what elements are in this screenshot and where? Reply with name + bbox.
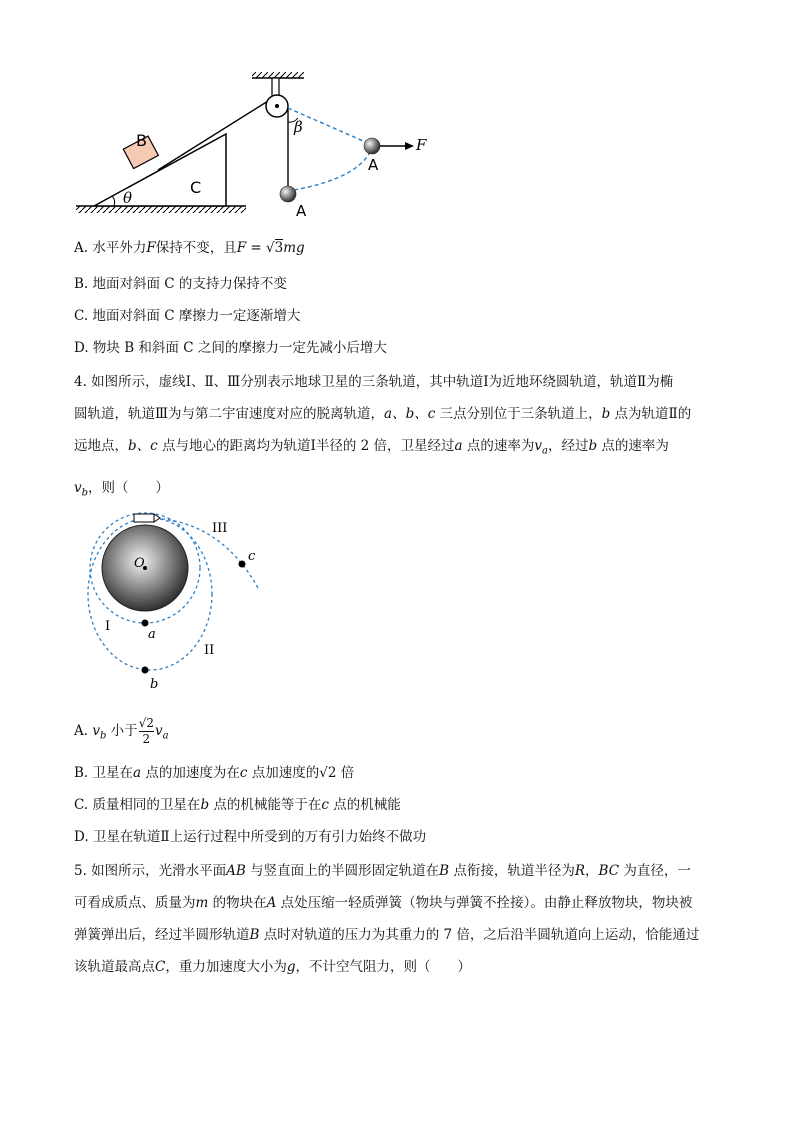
- fraction-num: √2: [138, 716, 154, 730]
- q5-stem-line1: 5. 如图所示，光滑水平面AB 与竖直面上的半圆形固定轨道在B 点衔接，轨道半径为R，BC 为直径，一: [74, 863, 691, 879]
- label-II: II: [204, 643, 215, 658]
- label-a: a: [148, 627, 156, 642]
- ceiling-hatch: [252, 72, 304, 78]
- q4-option-B: B. 卫星在a 点的加速度为在c 点加速度的√2 倍: [74, 765, 355, 781]
- label-O: O: [134, 556, 145, 571]
- point-c: [239, 561, 246, 568]
- satellite: [134, 514, 154, 522]
- label-B: B: [136, 131, 147, 150]
- label-I: I: [105, 619, 111, 634]
- q3-option-A: A. 水平外力F保持不变，且F = √3mg: [74, 240, 305, 256]
- swing-arc: [294, 148, 372, 190]
- label-theta: θ: [123, 189, 133, 207]
- q4-option-D: D. 卫星在轨道Ⅱ上运行过程中所受到的万有引力始终不做功: [74, 829, 427, 845]
- sqrt-sign: √: [266, 240, 275, 256]
- incline-C: [94, 134, 226, 206]
- ground-hatch: [76, 206, 246, 213]
- fraction: [139, 716, 154, 747]
- pulley-axle: [275, 104, 279, 108]
- q3-option-D: D. 物块 B 和斜面 C 之间的摩擦力一定先减小后增大: [74, 340, 387, 356]
- q4-stem-line4: $v_b$，则（ ）: [74, 480, 170, 499]
- label-F: F: [416, 136, 427, 154]
- ball-A-top: [364, 138, 380, 154]
- label-C: C: [190, 178, 202, 197]
- q3-option-B: B. 地面对斜面 C 的支持力保持不变: [74, 276, 287, 292]
- figure-orbits: [70, 508, 280, 693]
- label-III: III: [212, 521, 228, 536]
- label-c: c: [248, 549, 256, 564]
- q5-stem-line2: 可看成质点、质量为m 的物块在A 点处压缩一轻质弹簧（物块与弹簧不拴接）。由静止释放物块，物块被: [74, 895, 693, 911]
- ball-A-bottom: [280, 186, 296, 202]
- fraction-den: 2: [142, 732, 151, 746]
- figure-incline-pulley: [70, 66, 450, 226]
- satellite-nose: [154, 514, 160, 522]
- q4-stem-line1: 4. 如图所示，虚线Ⅰ、Ⅱ、Ⅲ分别表示地球卫星的三条轨道，其中轨道Ⅰ为近地环绕圆轨道，轨道Ⅱ为椭: [74, 374, 674, 390]
- q3-option-C: C. 地面对斜面 C 摩擦力一定逐渐增大: [74, 308, 301, 324]
- force-arrowhead: [405, 142, 414, 150]
- label-A-bottom: A: [296, 202, 307, 220]
- q4-option-A: A. $v_b$ 小于 $\frac{√2}{2}$ $v_a$: [74, 716, 169, 746]
- q4-stem-line3: 远地点，b、c 点与地心的距离均为轨道Ⅰ半径的 2 倍，卫星经过a 点的速率为$v_a$，经过b 点的速率为: [74, 438, 669, 457]
- label-beta: β: [294, 118, 303, 136]
- point-b: [142, 667, 149, 674]
- q5-stem-line4: 该轨道最高点C，重力加速度大小为g，不计空气阻力，则（ ）: [74, 959, 471, 975]
- label-A-top: A: [368, 156, 379, 174]
- q5-stem-line3: 弹簧弹出后，经过半圆形轨道B 点时对轨道的压力为其重力的 7 倍，之后沿半圆轨道向上运动，恰能通过: [74, 927, 700, 943]
- q4-option-C: C. 质量相同的卫星在b 点的机械能等于在c 点的机械能: [74, 797, 401, 813]
- label-b: b: [150, 677, 159, 692]
- q4-stem-line2: 圆轨道，轨道Ⅲ为与第二宇宙速度对应的脱离轨道，a、b、c 三点分别位于三条轨道上，b 点为轨道Ⅱ的: [74, 406, 692, 422]
- point-a: [142, 620, 149, 627]
